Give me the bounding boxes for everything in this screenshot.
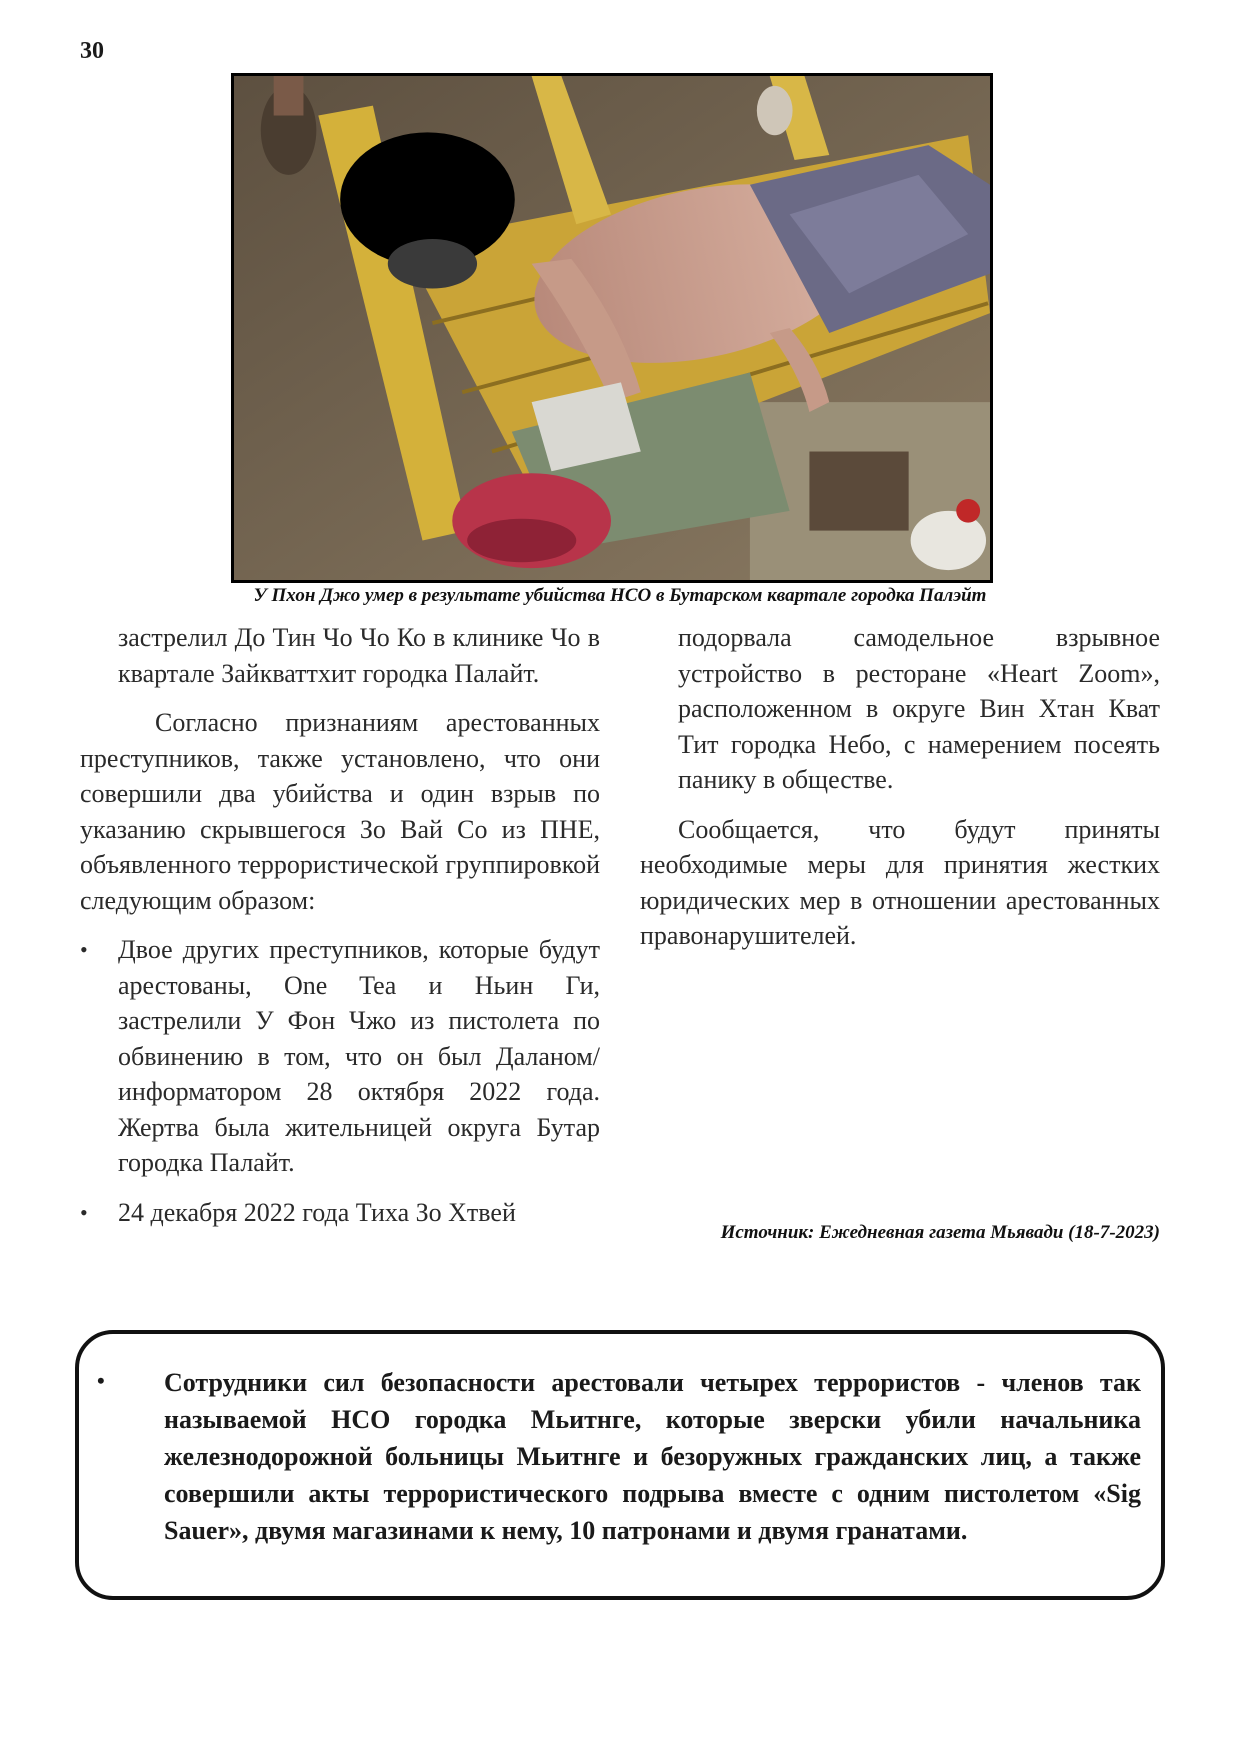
right-column (640, 620, 1160, 954)
red-cap-shadow (467, 519, 576, 562)
right-continuation: подорвала самодельное взрывное устройство в ресторане «Heart Zoom», расположенном в округе Вин Хтан Кват Тит городка Небо, с намерением посеять панику в обществе. (678, 623, 1160, 794)
foot-sandal (757, 86, 793, 135)
right-paragraph: Сообщается, что будут приняты необходимые меры для принятия жестких юридических мер в отношении арестованных правонарушителей. (640, 814, 1160, 950)
news-photo (231, 73, 993, 583)
left-column (80, 620, 600, 1244)
leg (274, 76, 304, 116)
crate (809, 452, 908, 531)
notice-bullet: • (97, 1368, 105, 1393)
photo-caption: У Пхон Джо умер в результате убийства НСО в Бутарском квартале городка Палэйт (253, 585, 987, 606)
page-number: 30 (80, 38, 104, 64)
left-continuation: застрелил До Тин Чо Чо Ко в клинике Чо в квартале Зайкваттхит городка Палайт. (118, 623, 600, 688)
list-item: • Двое других преступников, которые будут арестованы, One Tea и Ньин Ги, застрелили У Фон Чжо из пистолета по обвинению в том, что он был Даланом/ информатором 28 октября 2022 года. Жертва была жительницей округа Бутар городка Палайт. (80, 932, 600, 1181)
left-paragraph: Согласно признаниям арестованных преступников, также установлено, что они совершили два убийства и один взрыв по указанию скрывшегося Зо Вай Со из ПНЕ, объявленного террористической группировкой следующим образом: (80, 708, 600, 915)
notice-box (75, 1330, 1165, 1600)
source-citation: Источник: Ежедневная газета Мьявади (18-7-2023) (720, 1222, 1160, 1243)
red-cap-small (956, 499, 980, 523)
photo-illustration (234, 76, 990, 580)
bullet-list (80, 932, 600, 1230)
list-item: • 24 декабря 2022 года Тиха Зо Хтвей (80, 1195, 600, 1231)
notice-text: Сотрудники сил безопасности арестовали четырех террористов - членов так называемой НСО городка Мьитнге, которые зверски убили начальника железнодорожной больницы Мьитнге и безоружных гражданских лиц, а также совершили акты террористического подрыва вместе с одним пистолетом «Sig Sauer», двумя магазинами к нему, 10 патронами и двумя гранатами. (164, 1368, 1141, 1545)
hair (388, 239, 477, 288)
